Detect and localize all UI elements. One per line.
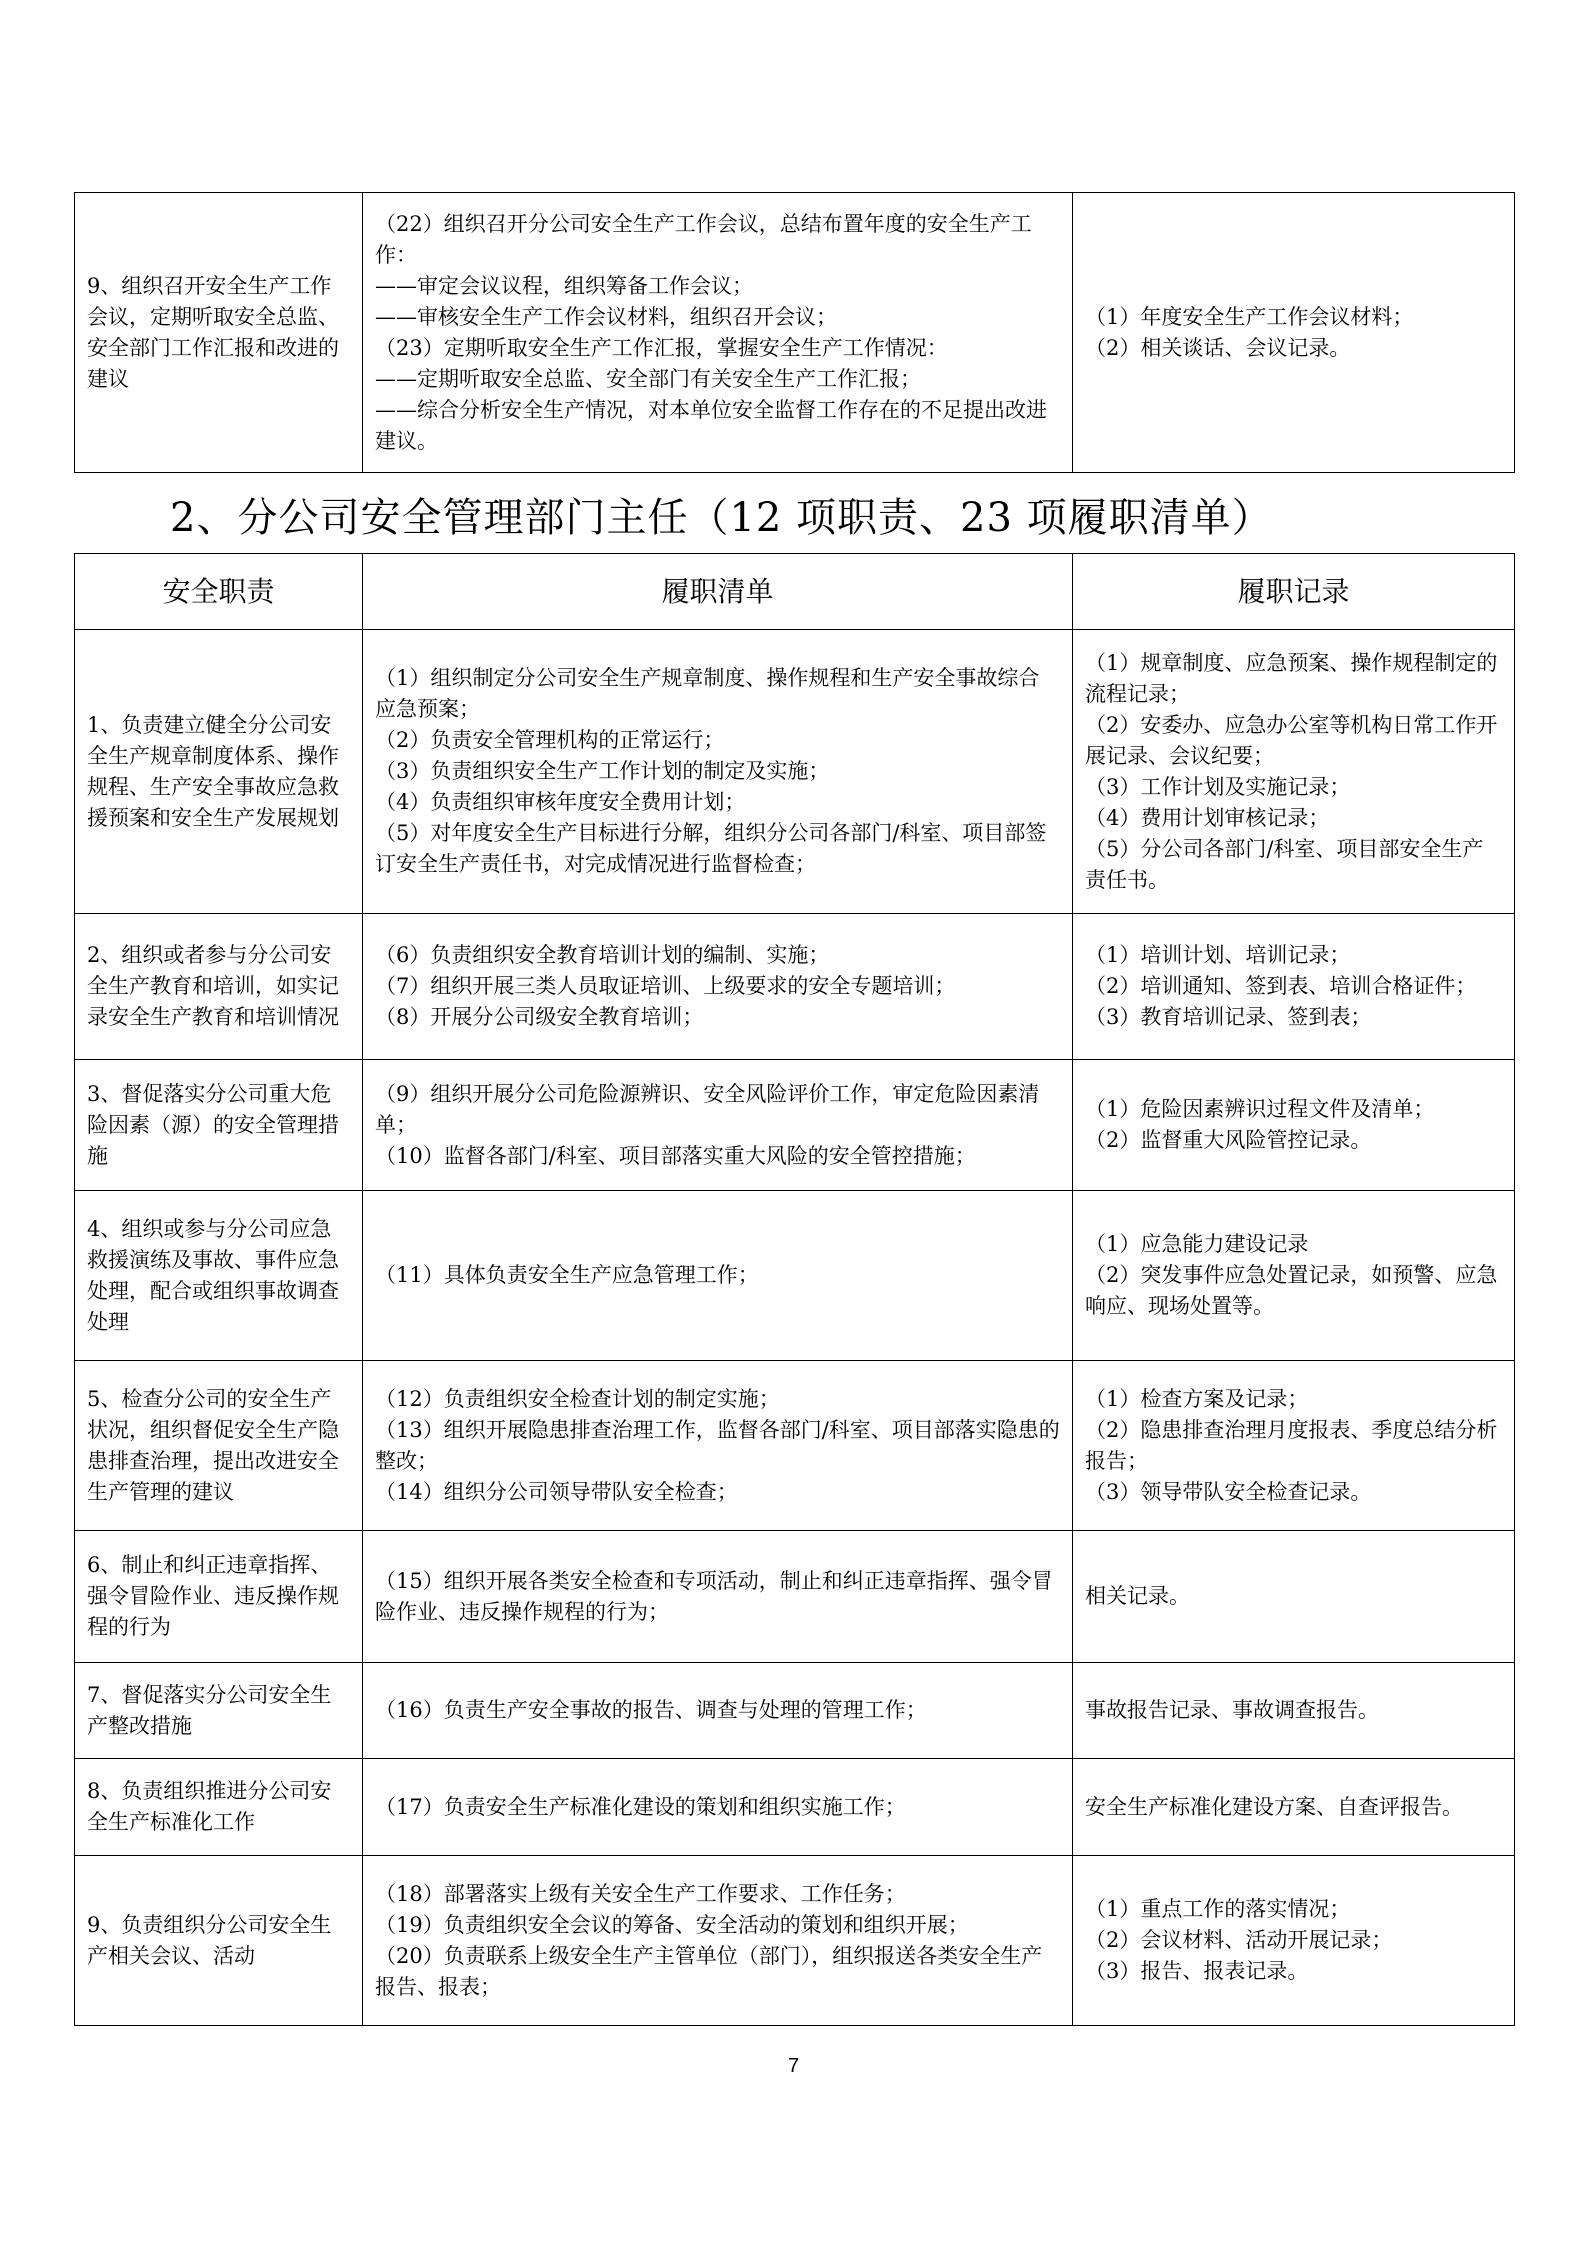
duty-cell: 3、督促落实分公司重大危险因素（源）的安全管理措施 <box>75 1060 363 1191</box>
duty-cell: 7、督促落实分公司安全生产整改措施 <box>75 1663 363 1759</box>
checklist-line: （18）部署落实上级有关安全生产工作要求、工作任务； <box>375 1881 906 1906</box>
checklist-line: （2）负责安全管理机构的正常运行； <box>375 728 725 752</box>
record-line: 安全生产标准化建设方案、自查评报告。 <box>1085 1794 1463 1819</box>
records-cell <box>1073 914 1515 1060</box>
checklist-line: （23）定期听取安全生产工作汇报，掌握安全生产工作情况： <box>375 335 948 360</box>
table-header-row <box>75 554 1515 630</box>
record-line: 相关记录。 <box>1085 1584 1190 1608</box>
record-line: （2）突发事件应急处置记录，如预警、应急响应、现场处置等。 <box>1085 1263 1498 1318</box>
table-row <box>75 1663 1515 1759</box>
records-cell <box>1073 1531 1515 1663</box>
checklist-line: ——审核安全生产工作会议材料，组织召开会议； <box>375 304 837 329</box>
records-cell <box>1073 1856 1515 2026</box>
record-line: （2）相关谈话、会议记录。 <box>1085 335 1351 360</box>
table-row <box>75 914 1515 1060</box>
table-row <box>75 1856 1515 2026</box>
record-line: （3）教育培训记录、签到表； <box>1085 1005 1372 1029</box>
duty-cell: 9、负责组织分公司安全生产相关会议、活动 <box>75 1856 363 2026</box>
table-row <box>75 1531 1515 1663</box>
checklist-cell <box>363 914 1073 1060</box>
duty-cell: 9、组织召开安全生产工作会议，定期听取安全总监、安全部门工作汇报和改进的建议 <box>75 193 363 473</box>
checklist-line: （11）具体负责安全生产应急管理工作； <box>375 1263 759 1287</box>
table-row <box>75 1191 1515 1361</box>
record-line: （1）应急能力建设记录 <box>1085 1232 1309 1256</box>
record-line: （2）监督重大风险管控记录。 <box>1085 1128 1372 1152</box>
checklist-line: （13）组织开展隐患排查治理工作，监督各部门/科室、项目部落实隐患的整改； <box>375 1417 1060 1473</box>
checklist-line: ——综合分析安全生产情况，对本单位安全监督工作存在的不足提出改进建议。 <box>375 397 1047 453</box>
record-line: （2）会议材料、活动开展记录； <box>1085 1928 1393 1952</box>
checklist-line: （8）开展分公司级安全教育培训； <box>375 1005 704 1029</box>
checklist-cell <box>363 1663 1073 1759</box>
checklist-cell <box>363 193 1073 473</box>
record-line: （4）费用计划审核记录； <box>1085 805 1330 830</box>
record-line: 事故报告记录、事故调查报告。 <box>1085 1698 1379 1722</box>
checklist-cell <box>363 1191 1073 1361</box>
table-row <box>75 193 1515 473</box>
checklist-line: （19）负责组织安全会议的筹备、安全活动的策划和组织开展； <box>375 1912 969 1937</box>
checklist-cell <box>363 1060 1073 1191</box>
records-cell <box>1073 1191 1515 1361</box>
record-line: （1）年度安全生产工作会议材料； <box>1085 304 1414 329</box>
duty-cell: 4、组织或参与分公司应急救援演练及事故、事件应急处理，配合或组织事故调查处理 <box>75 1191 363 1361</box>
checklist-line: （17）负责安全生产标准化建设的策划和组织实施工作； <box>375 1794 906 1819</box>
record-line: （1）重点工作的落实情况； <box>1085 1897 1351 1921</box>
record-line: （5）分公司各部门/科室、项目部安全生产责任书。 <box>1085 836 1484 892</box>
duty-table <box>74 553 1515 2026</box>
record-line: （1）危险因素辨识过程文件及清单； <box>1085 1097 1435 1121</box>
record-line: （2）安委办、应急办公室等机构日常工作开展记录、会议纪要； <box>1085 712 1498 768</box>
checklist-cell <box>363 1361 1073 1531</box>
checklist-line: （5）对年度安全生产目标进行分解，组织分公司各部门/科室、项目部签订安全生产责任书，对完成情况进行监督检查； <box>375 821 1047 876</box>
checklist-line: ——审定会议议程，组织筹备工作会议； <box>375 273 753 298</box>
duty-cell: 6、制止和纠正违章指挥、强令冒险作业、违反操作规程的行为 <box>75 1531 363 1663</box>
records-cell <box>1073 1663 1515 1759</box>
checklist-cell <box>363 1759 1073 1856</box>
checklist-line: （10）监督各部门/科室、项目部落实重大风险的安全管控措施； <box>375 1143 976 1168</box>
checklist-line: （20）负责联系上级安全生产主管单位（部门），组织报送各类安全生产报告、报表； <box>375 1943 1043 1999</box>
checklist-line: （22）组织召开分公司安全生产工作会议，总结布置年度的安全生产工作： <box>375 211 1032 267</box>
records-cell <box>1073 193 1515 473</box>
checklist-line: （3）负责组织安全生产工作计划的制定及实施； <box>375 759 830 783</box>
table-row <box>75 1759 1515 1856</box>
header-records: 履职记录 <box>1073 554 1515 630</box>
checklist-line: （12）负责组织安全检查计划的制定实施； <box>375 1386 780 1411</box>
duty-cell: 1、负责建立健全分公司安全生产规章制度体系、操作规程、生产安全事故应急救援预案和安全生产发展规划 <box>75 630 363 914</box>
records-cell <box>1073 1361 1515 1531</box>
duty-cell: 8、负责组织推进分公司安全生产标准化工作 <box>75 1759 363 1856</box>
table-row <box>75 1060 1515 1191</box>
checklist-cell <box>363 1856 1073 2026</box>
record-line: （1）规章制度、应急预案、操作规程制定的流程记录； <box>1085 650 1498 706</box>
continued-duty-table <box>74 192 1515 473</box>
record-line: （3）领导带队安全检查记录。 <box>1085 1479 1372 1504</box>
duty-cell: 2、组织或者参与分公司安全生产教育和培训，如实记录安全生产教育和培训情况 <box>75 914 363 1060</box>
checklist-line: （7）组织开展三类人员取证培训、上级要求的安全专题培训； <box>375 974 956 998</box>
records-cell <box>1073 1759 1515 1856</box>
page-number: 7 <box>787 2055 800 2077</box>
record-line: （2）隐患排查治理月度报表、季度总结分析报告； <box>1085 1417 1498 1473</box>
record-line: （1）检查方案及记录； <box>1085 1386 1309 1411</box>
checklist-line: ——定期听取安全总监、安全部门有关安全生产工作汇报； <box>375 366 921 391</box>
checklist-line: （6）负责组织安全教育培训计划的编制、实施； <box>375 943 830 967</box>
checklist-line: （14）组织分公司领导带队安全检查； <box>375 1479 738 1504</box>
record-line: （3）工作计划及实施记录； <box>1085 774 1351 799</box>
record-line: （2）培训通知、签到表、培训合格证件； <box>1085 974 1477 998</box>
header-duty: 安全职责 <box>75 554 363 630</box>
duty-cell: 5、检查分公司的安全生产状况，组织督促安全生产隐患排查治理，提出改进安全生产管理的建议 <box>75 1361 363 1531</box>
checklist-cell <box>363 1531 1073 1663</box>
record-line: （3）报告、报表记录。 <box>1085 1959 1309 1983</box>
records-cell <box>1073 630 1515 914</box>
records-cell <box>1073 1060 1515 1191</box>
checklist-line: （4）负责组织审核年度安全费用计划； <box>375 790 746 814</box>
table-row <box>75 1361 1515 1531</box>
checklist-line: （16）负责生产安全事故的报告、调查与处理的管理工作； <box>375 1698 927 1722</box>
checklist-cell <box>363 630 1073 914</box>
record-line: （1）培训计划、培训记录； <box>1085 943 1351 967</box>
checklist-line: （15）组织开展各类安全检查和专项活动，制止和纠正违章指挥、强令冒险作业、违反操作规程的行为； <box>375 1568 1053 1624</box>
table-row <box>75 630 1515 914</box>
header-checklist: 履职清单 <box>363 554 1073 630</box>
checklist-line: （9）组织开展分公司危险源辨识、安全风险评价工作，审定危险因素清单； <box>375 1081 1040 1137</box>
checklist-line: （1）组织制定分公司安全生产规章制度、操作规程和生产安全事故综合应急预案； <box>375 666 1040 721</box>
section-title: 2、分公司安全管理部门主任（12 项职责、23 项履职清单） <box>170 495 1273 541</box>
